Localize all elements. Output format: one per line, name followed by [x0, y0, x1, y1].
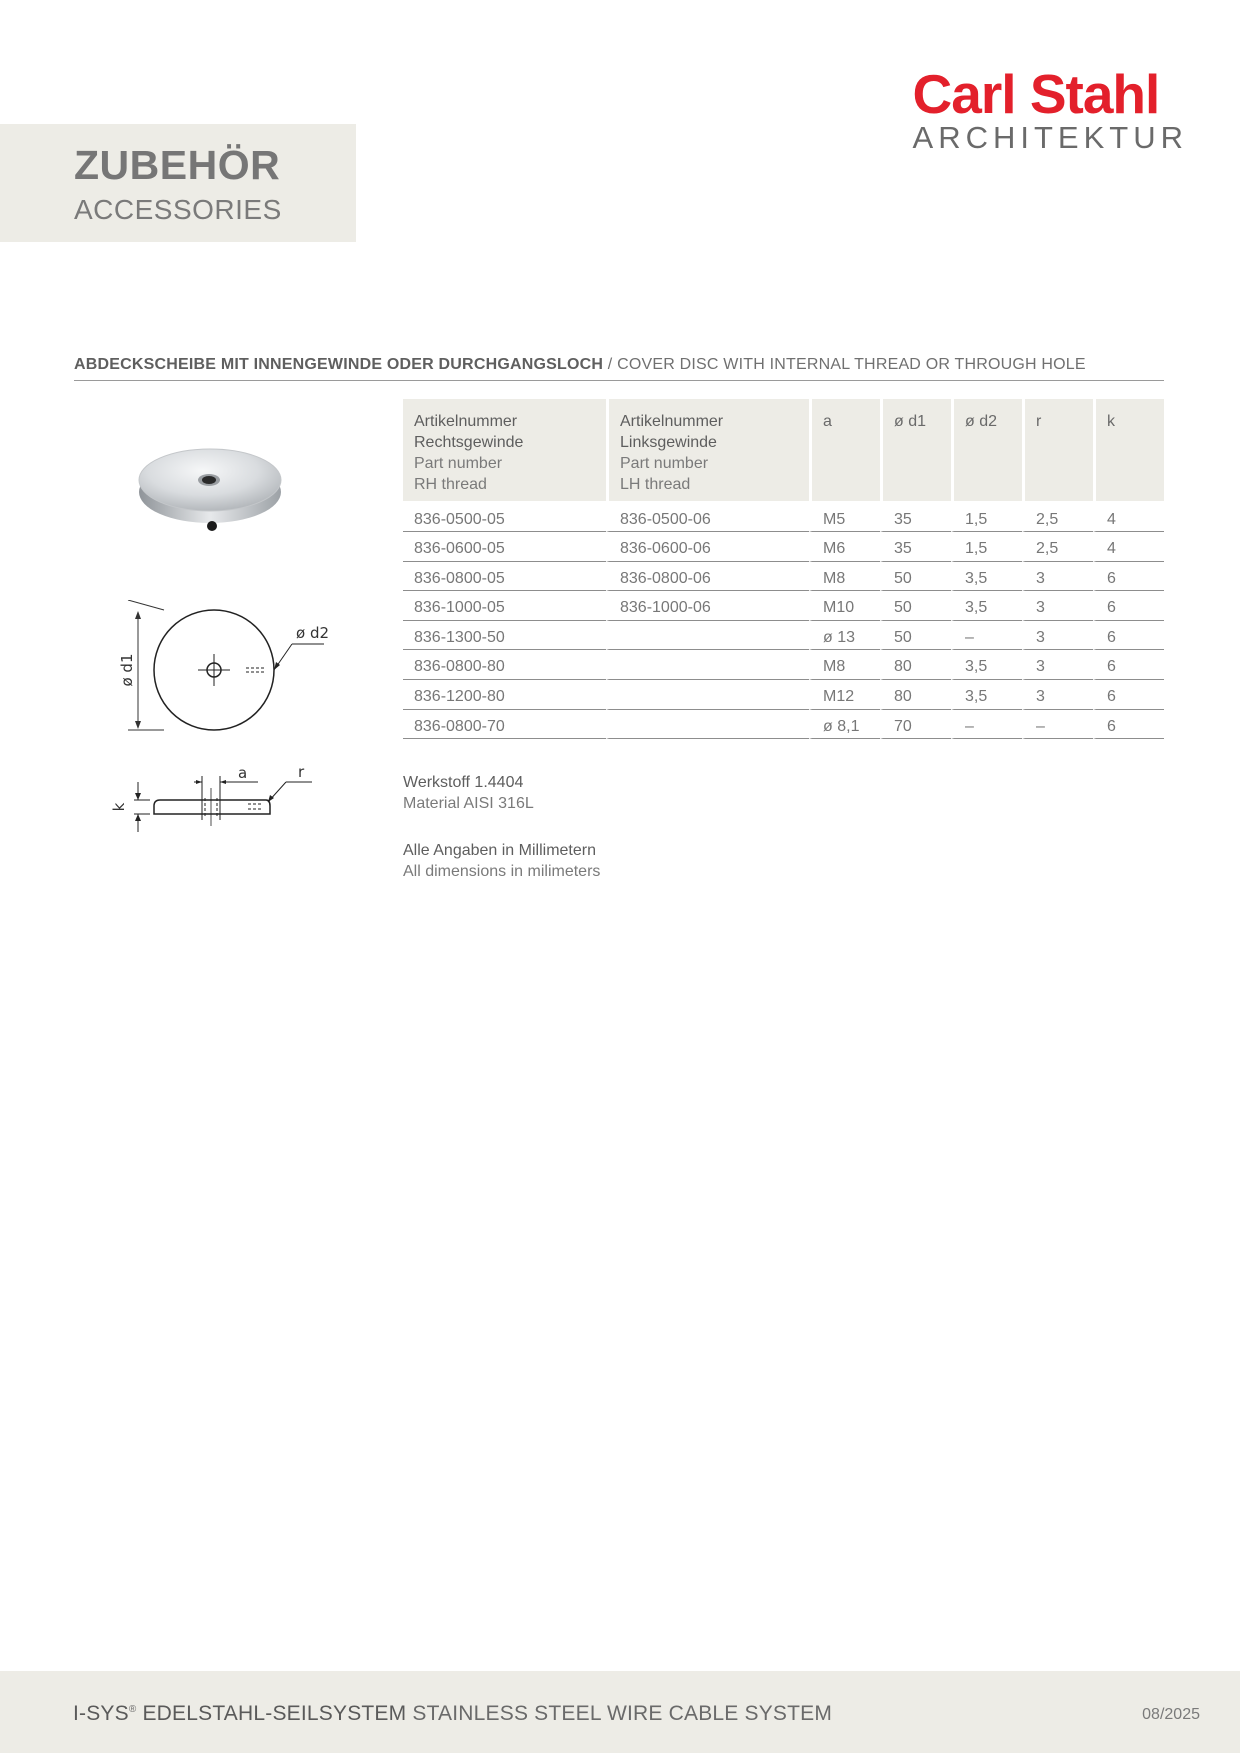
header-rh-en1: Part number	[414, 455, 503, 472]
cell-a: M5	[809, 501, 880, 532]
cell-k: 6	[1093, 710, 1164, 740]
table-row	[403, 621, 1164, 651]
cell-d2: 3,5	[951, 650, 1022, 680]
dimensions-note-de: Alle Angaben in Millimetern	[403, 842, 596, 859]
a-dimension-label: a	[238, 764, 248, 782]
product-heading	[74, 356, 1164, 381]
cell-d1: 80	[880, 680, 951, 710]
footer-system-de: EDELSTAHL-SEILSYSTEM	[136, 1702, 407, 1725]
cell-part-number-rh: 836-0500-05	[403, 501, 606, 532]
k-dimension-label: k	[110, 802, 128, 812]
cell-part-number-rh: 836-0800-70	[403, 710, 606, 740]
table-row	[403, 710, 1164, 740]
table-row	[403, 680, 1164, 710]
brand-name: Carl Stahl	[912, 63, 1160, 125]
cell-d1: 70	[880, 710, 951, 740]
header-lh-de1: Artikelnummer	[620, 413, 724, 430]
cell-d2: 3,5	[951, 591, 1022, 621]
cell-a: M12	[809, 680, 880, 710]
cell-part-number-rh: 836-0800-80	[403, 650, 606, 680]
brand-division: ARCHITEKTUR	[912, 120, 1188, 155]
footer-date: 08/2025	[1142, 1706, 1200, 1723]
registered-mark: ®	[128, 1704, 137, 1715]
header-d1: ø d1	[880, 399, 951, 501]
cell-part-number-lh: 836-1000-06	[606, 591, 809, 621]
cell-part-number-lh	[606, 710, 809, 740]
cell-a: M8	[809, 650, 880, 680]
cell-a: M10	[809, 591, 880, 621]
cell-r: 2,5	[1022, 532, 1093, 562]
header-rh-de1: Artikelnummer	[414, 413, 518, 430]
cell-d1: 35	[880, 501, 951, 532]
material-en: Material AISI 316L	[403, 795, 534, 812]
cell-d2: 3,5	[951, 562, 1022, 592]
product-heading-separator: /	[603, 356, 618, 373]
header-d2: ø d2	[951, 399, 1022, 501]
cell-part-number-lh	[606, 650, 809, 680]
header-rh-en2: RH thread	[414, 476, 487, 493]
cell-a: M8	[809, 562, 880, 592]
cell-d1: 50	[880, 591, 951, 621]
d2-dimension-label: ø d2	[296, 624, 330, 642]
header-rh-de2: Rechtsgewinde	[414, 434, 524, 451]
header-lh-de2: Linksgewinde	[620, 434, 717, 451]
dimensions-note-en: All dimensions in milimeters	[403, 863, 601, 880]
cell-k: 6	[1093, 680, 1164, 710]
cell-r: –	[1022, 710, 1093, 740]
cell-r: 3	[1022, 562, 1093, 592]
technical-drawing-front	[114, 600, 354, 745]
cell-a: ø 13	[809, 621, 880, 651]
cell-r: 3	[1022, 621, 1093, 651]
cell-k: 4	[1093, 532, 1164, 562]
product-heading-en: COVER DISC WITH INTERNAL THREAD OR THROUGH HOLE	[617, 356, 1086, 373]
r-dimension-label: r	[298, 763, 305, 781]
d1-dimension-label: ø d1	[118, 653, 136, 687]
footer-system-title	[73, 1702, 832, 1726]
section-title: ZUBEHÖR	[74, 142, 281, 188]
brand-logo	[912, 63, 1188, 155]
table-row	[403, 650, 1164, 680]
header-k: k	[1093, 399, 1164, 501]
cell-part-number-lh: 836-0800-06	[606, 562, 809, 592]
header-r: r	[1022, 399, 1093, 501]
cell-d2: 1,5	[951, 501, 1022, 532]
header-lh-en1: Part number	[620, 455, 709, 472]
header-lh-en2: LH thread	[620, 476, 691, 493]
cell-part-number-lh: 836-0600-06	[606, 532, 809, 562]
table-header-row	[403, 399, 1164, 501]
cell-part-number-rh: 836-1000-05	[403, 591, 606, 621]
cell-k: 6	[1093, 591, 1164, 621]
product-photo	[130, 430, 290, 545]
cell-part-number-lh: 836-0500-06	[606, 501, 809, 532]
cell-k: 6	[1093, 621, 1164, 651]
notes	[403, 772, 600, 882]
cell-r: 2,5	[1022, 501, 1093, 532]
cell-part-number-rh: 836-0800-05	[403, 562, 606, 592]
table-row	[403, 532, 1164, 562]
cell-d2: –	[951, 710, 1022, 740]
cell-part-number-lh	[606, 680, 809, 710]
cell-part-number-rh: 836-1300-50	[403, 621, 606, 651]
cell-d1: 35	[880, 532, 951, 562]
table-row	[403, 562, 1164, 592]
header-a: a	[809, 399, 880, 501]
cell-a: M6	[809, 532, 880, 562]
technical-drawing-side	[110, 760, 330, 845]
cell-k: 6	[1093, 562, 1164, 592]
specification-table	[403, 399, 1164, 739]
cell-part-number-lh	[606, 621, 809, 651]
cell-d1: 80	[880, 650, 951, 680]
cell-d2: –	[951, 621, 1022, 651]
cell-r: 3	[1022, 650, 1093, 680]
cell-part-number-rh: 836-0600-05	[403, 532, 606, 562]
cell-part-number-rh: 836-1200-80	[403, 680, 606, 710]
section-subtitle: ACCESSORIES	[74, 194, 282, 225]
cell-d2: 1,5	[951, 532, 1022, 562]
cell-d2: 3,5	[951, 680, 1022, 710]
product-heading-de: ABDECKSCHEIBE MIT INNENGEWINDE ODER DURCHGANGSLOCH	[74, 356, 604, 373]
cell-k: 4	[1093, 501, 1164, 532]
header-part-number-lh	[606, 399, 809, 501]
material-de: Werkstoff 1.4404	[403, 774, 524, 791]
cell-d1: 50	[880, 562, 951, 592]
header-part-number-rh	[403, 399, 606, 501]
cell-k: 6	[1093, 650, 1164, 680]
footer-system-name: I-SYS	[73, 1702, 129, 1725]
cell-r: 3	[1022, 680, 1093, 710]
cell-a: ø 8,1	[809, 710, 880, 740]
table-row	[403, 501, 1164, 532]
table-row	[403, 591, 1164, 621]
footer-system-en: STAINLESS STEEL WIRE CABLE SYSTEM	[406, 1702, 833, 1725]
cell-r: 3	[1022, 591, 1093, 621]
cell-d1: 50	[880, 621, 951, 651]
